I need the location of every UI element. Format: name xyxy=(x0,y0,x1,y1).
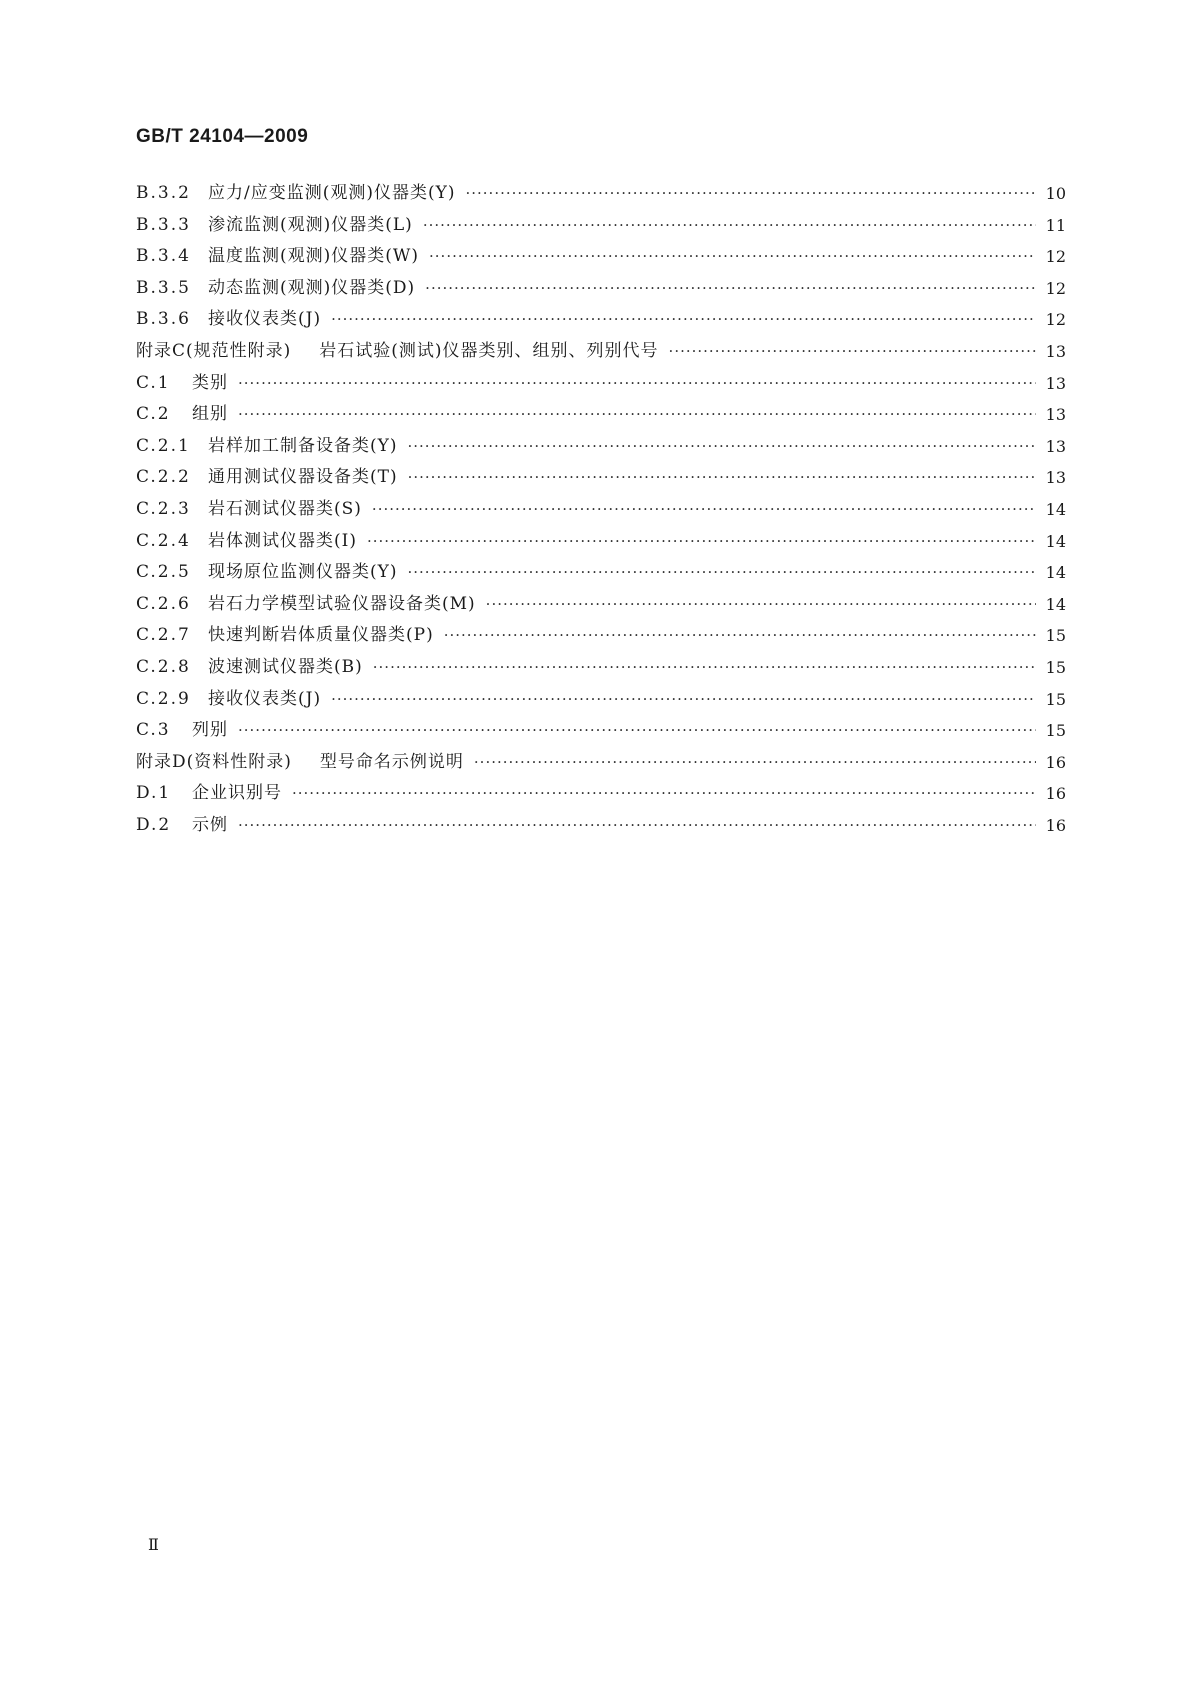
toc-entry-number: D.2 xyxy=(136,814,172,835)
toc-entry-title: 列别 xyxy=(192,720,228,741)
toc-leader-dots xyxy=(373,652,1036,684)
toc-entry-title: 波速测试仪器类(B) xyxy=(208,656,363,677)
toc-entry-number: C.3 xyxy=(136,720,171,741)
toc-entry-number: C.2 xyxy=(136,404,171,425)
toc-entry-page: 16 xyxy=(1045,752,1066,772)
toc-entry[interactable] xyxy=(136,178,1066,210)
toc-entry-page: 16 xyxy=(1045,815,1066,835)
toc-leader-dots xyxy=(292,778,1036,810)
toc-entry[interactable] xyxy=(136,652,1066,684)
toc-leader-dots xyxy=(408,431,1037,463)
toc-entry-page: 13 xyxy=(1045,436,1066,456)
table-of-contents xyxy=(136,178,1066,841)
toc-entry-number: C.2.4 xyxy=(136,530,191,551)
toc-entry-title: 动态监测(观测)仪器类(D) xyxy=(208,277,416,298)
page-folio: Ⅱ xyxy=(148,1535,159,1554)
toc-entry-page: 15 xyxy=(1045,721,1066,741)
toc-entry-title: 组别 xyxy=(192,404,228,425)
toc-entry-number: C.2.1 xyxy=(136,435,191,456)
toc-entry[interactable] xyxy=(136,778,1066,810)
toc-entry-title: 温度监测(观测)仪器类(W) xyxy=(208,246,420,267)
toc-entry-number: C.1 xyxy=(136,372,171,393)
toc-entry-number: C.2.5 xyxy=(136,562,191,583)
toc-entry[interactable] xyxy=(136,241,1066,273)
toc-entry-page: 16 xyxy=(1045,784,1066,804)
toc-entry-title: 现场原位监测仪器类(Y) xyxy=(208,562,398,583)
toc-entry-page: 13 xyxy=(1045,373,1066,393)
toc-entry-page: 12 xyxy=(1045,310,1066,330)
toc-leader-dots xyxy=(238,399,1036,431)
toc-leader-dots xyxy=(367,526,1036,558)
toc-entry-number: C.2.9 xyxy=(136,688,191,709)
toc-leader-dots xyxy=(669,336,1036,368)
toc-entry[interactable] xyxy=(136,462,1066,494)
toc-entry-number: B.3.5 xyxy=(136,277,191,298)
toc-leader-dots xyxy=(425,273,1036,305)
toc-leader-dots xyxy=(429,241,1036,273)
toc-entry-title: 快速判断岩体质量仪器类(P) xyxy=(208,625,434,646)
toc-entry-annex-title: 岩石试验(测试)仪器类别、组别、列别代号 xyxy=(319,340,659,361)
toc-entry-number: B.3.4 xyxy=(136,246,191,267)
toc-entry-page: 11 xyxy=(1045,215,1066,235)
toc-entry-page: 14 xyxy=(1045,594,1066,614)
toc-entry-title: 示例 xyxy=(192,814,228,835)
toc-entry-title: 渗流监测(观测)仪器类(L) xyxy=(208,214,413,235)
toc-entry-number: B.3.3 xyxy=(136,214,191,235)
toc-entry-number: C.2.2 xyxy=(136,467,191,488)
toc-entry-page: 13 xyxy=(1045,468,1066,488)
toc-entry-page: 12 xyxy=(1045,278,1066,298)
toc-leader-dots xyxy=(408,557,1037,589)
toc-entry-title: 通用测试仪器设备类(T) xyxy=(208,467,398,488)
toc-entry-page: 14 xyxy=(1045,499,1066,519)
toc-leader-dots xyxy=(423,210,1036,242)
toc-entry-page: 10 xyxy=(1045,184,1066,203)
toc-entry[interactable] xyxy=(136,589,1066,621)
toc-leader-dots xyxy=(372,494,1036,526)
toc-entry-title: 岩石力学模型试验仪器设备类(M) xyxy=(208,593,476,614)
toc-entry-title: 岩样加工制备设备类(Y) xyxy=(208,435,398,456)
toc-entry-title: 接收仪表类(J) xyxy=(208,309,322,330)
toc-leader-dots xyxy=(408,462,1036,494)
toc-entry-number: D.1 xyxy=(136,783,172,804)
toc-leader-dots xyxy=(238,810,1036,842)
toc-entry-title: 岩石测试仪器类(S) xyxy=(208,498,362,519)
toc-entry-number: C.2.8 xyxy=(136,656,191,677)
toc-entry-number: B.3.2 xyxy=(136,183,191,203)
toc-entry[interactable] xyxy=(136,368,1066,400)
toc-entry[interactable] xyxy=(136,210,1066,242)
standard-code: GB/T 24104—2009 xyxy=(136,126,309,147)
toc-entry[interactable] xyxy=(136,810,1066,842)
toc-entry-page: 15 xyxy=(1045,626,1066,646)
toc-leader-dots xyxy=(238,368,1036,400)
toc-leader-dots xyxy=(486,589,1036,621)
toc-entry-page: 14 xyxy=(1045,563,1066,583)
toc-entry-page: 12 xyxy=(1045,247,1066,267)
toc-entry[interactable] xyxy=(136,557,1066,589)
toc-entry-page: 13 xyxy=(1045,405,1066,425)
toc-entry-title: 应力/应变监测(观测)仪器类(Y) xyxy=(208,183,456,203)
toc-entry-annex-title: 型号命名示例说明 xyxy=(319,751,464,772)
toc-entry-title: 附录D(资料性附录) xyxy=(136,751,292,772)
toc-entry-number: B.3.6 xyxy=(136,309,191,330)
toc-leader-dots xyxy=(331,684,1036,716)
toc-entry-title: 接收仪表类(J) xyxy=(208,688,322,709)
toc-entry-page: 14 xyxy=(1045,531,1066,551)
toc-entry-number: C.2.7 xyxy=(136,625,191,646)
toc-leader-dots xyxy=(238,715,1036,747)
toc-leader-dots xyxy=(331,304,1036,336)
toc-entry-page: 13 xyxy=(1045,341,1066,361)
toc-entry[interactable] xyxy=(136,399,1066,431)
toc-leader-dots xyxy=(444,620,1036,652)
toc-entry[interactable] xyxy=(136,715,1066,747)
toc-entry[interactable] xyxy=(136,273,1066,305)
toc-entry-title: 企业识别号 xyxy=(192,783,282,804)
toc-entry[interactable] xyxy=(136,747,1066,779)
toc-entry-title: 附录C(规范性附录) xyxy=(136,340,292,361)
toc-entry[interactable] xyxy=(136,336,1066,368)
toc-entry-number: C.2.3 xyxy=(136,498,191,519)
toc-leader-dots xyxy=(465,178,1036,210)
toc-leader-dots xyxy=(474,747,1036,779)
toc-entry-page: 15 xyxy=(1045,689,1066,709)
toc-entry[interactable] xyxy=(136,304,1066,336)
toc-entry[interactable] xyxy=(136,494,1066,526)
toc-entry-page: 15 xyxy=(1045,657,1066,677)
toc-entry[interactable] xyxy=(136,526,1066,558)
toc-entry-title: 岩体测试仪器类(I) xyxy=(208,530,357,551)
toc-entry-title: 类别 xyxy=(192,372,228,393)
toc-entry-number: C.2.6 xyxy=(136,593,191,614)
toc-entry[interactable] xyxy=(136,431,1066,463)
toc-entry[interactable] xyxy=(136,684,1066,716)
toc-entry[interactable] xyxy=(136,620,1066,652)
